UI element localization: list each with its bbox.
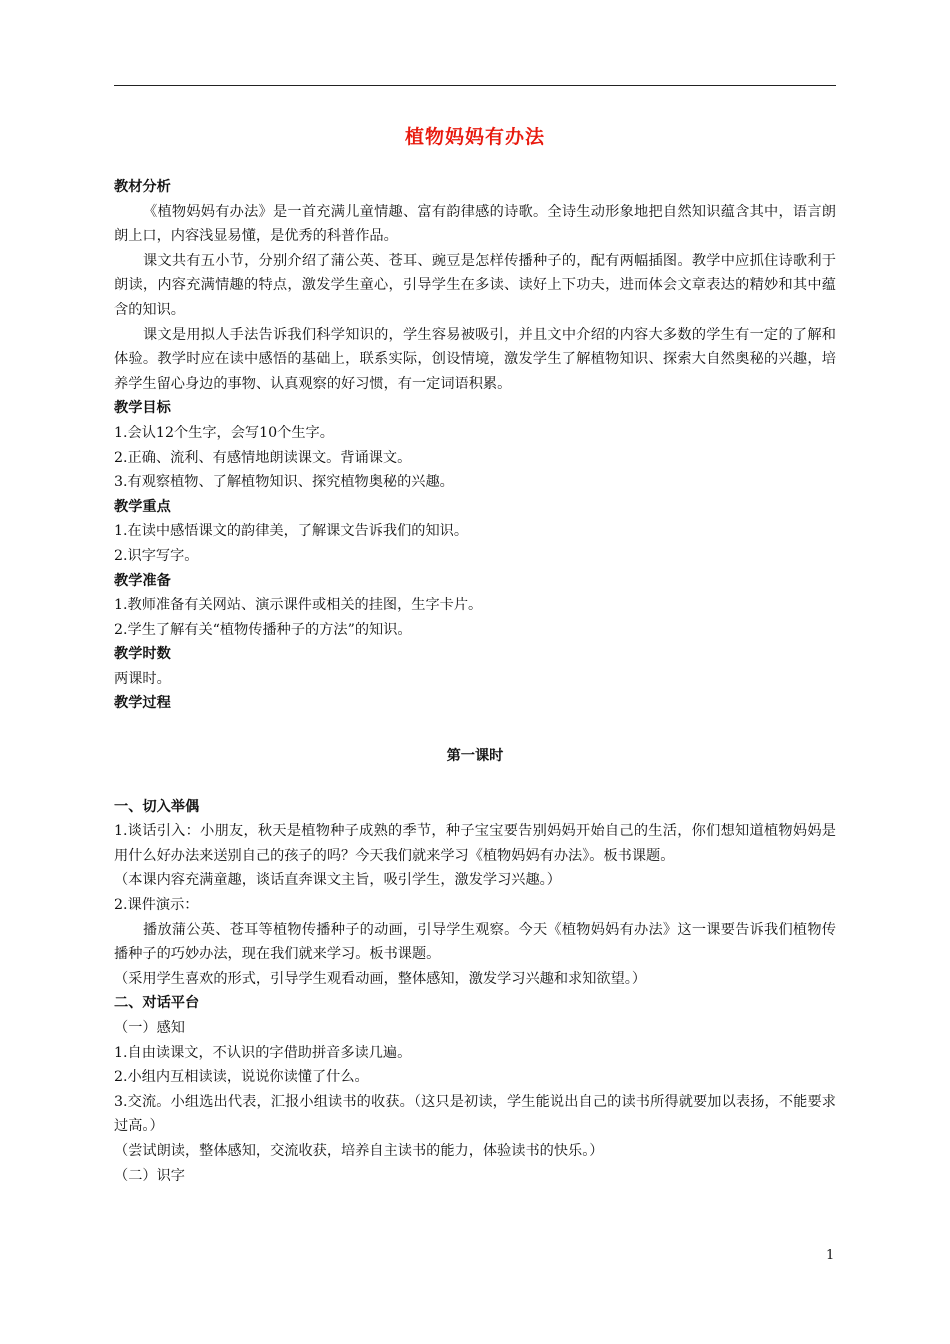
part2-step-2: 2.小组内互相读读，说说你读懂了什么。 (114, 1069, 369, 1086)
analysis-paragraph-2: 课文共有五小节，分别介绍了蒲公英、苍耳、豌豆是怎样传播种子的，配有两幅插图。教学中应抓住诗歌利于朗读，内容充满情趣的特点，激发学生童心，引导学生在多读、读好上下功夫，进而体会文章表达的精妙和其中蕴含的知识。 (114, 252, 836, 318)
part2-sub-heading-2: （二）识字 (114, 1167, 185, 1184)
part2-sub-heading-1: （一）感知 (114, 1020, 185, 1036)
document-body (114, 175, 836, 1188)
header-rule (114, 85, 836, 86)
focus-item: 2.识字写字。 (114, 547, 199, 564)
part2-step-3: 3.交流。小组选出代表，汇报小组读书的收获。（这只是初读，学生能说出自己的读书所得就要加以表扬，不能要求过高。） (114, 1093, 836, 1135)
part2-heading: 二、对话平台 (114, 995, 200, 1012)
part1-item-1: 1.谈话引入：小朋友，秋天是植物种子成熟的季节，种子宝宝要告别妈妈开始自己的生活，你们想知道植物妈妈是用什么好办法来送别自己的孩子的吗？今天我们就来学习《植物妈妈有办法》。板书课题。 (114, 823, 836, 864)
prep-item: 2.学生了解有关“植物传播种子的方法”的知识。 (114, 621, 412, 638)
heading-process: 教学过程 (114, 695, 171, 712)
prep-item: 1.教师准备有关网站、演示课件或相关的挂图，生字卡片。 (114, 597, 483, 614)
part1-heading: 一、切入举偶 (114, 798, 200, 815)
goal-item: 1.会认12个生字，会写10个生字。 (114, 424, 334, 441)
document-title: 植物妈妈有办法 (404, 126, 545, 148)
hours-text: 两课时。 (114, 670, 171, 687)
heading-focus: 教学重点 (114, 498, 171, 515)
analysis-paragraph-3: 课文是用拟人手法告诉我们科学知识的，学生容易被吸引，并且文中介绍的内容大多数的学生有一定的了解和体验。教学时应在读中感悟的基础上，联系实际，创设情境，激发学生了解植物知识、探索大自然奥秘的兴趣，培养学生留心身边的事物、认真观察的好习惯，有一定词语积累。 (114, 326, 836, 392)
goal-item: 3.有观察植物、了解植物知识、探究植物奥秘的兴趣。 (114, 474, 454, 491)
lesson-heading: 第一课时 (446, 748, 504, 765)
analysis-paragraph-1: 《植物妈妈有办法》是一首充满儿童情趣、富有韵律感的诗歌。全诗生动形象地把自然知识蕴含其中，语言朗朗上口，内容浅显易懂，是优秀的科普作品。 (114, 203, 836, 245)
heading-analysis: 教材分析 (114, 179, 171, 195)
page-number: 1 (826, 1248, 835, 1263)
heading-goals: 教学目标 (114, 400, 171, 417)
part2-note: （尝试朗读，整体感知，交流收获，培养自主读书的能力，体验读书的快乐。） (114, 1142, 604, 1159)
part1-item-2-note: （采用学生喜欢的形式，引导学生观看动画，整体感知，激发学习兴趣和求知欲望。） (114, 970, 647, 987)
part1-item-1-note: （本课内容充满童趣，谈话直奔课文主旨，吸引学生，激发学习兴趣。） (114, 872, 561, 889)
part1-item-2: 2.课件演示： (114, 897, 199, 914)
heading-hours: 教学时数 (114, 646, 171, 663)
focus-item: 1.在读中感悟课文的韵律美，了解课文告诉我们的知识。 (114, 523, 469, 540)
part1-item-2-body: 播放蒲公英、苍耳等植物传播种子的动画，引导学生观察。今天《植物妈妈有办法》这一课要告诉我们植物传播种子的巧妙办法，现在我们就来学习。板书课题。 (114, 921, 836, 963)
heading-prep: 教学准备 (114, 572, 171, 589)
goal-item: 2.正确、流利、有感情地朗读课文。背诵课文。 (114, 449, 412, 466)
part2-step-1: 1.自由读课文，不认识的字借助拼音多读几遍。 (114, 1044, 412, 1061)
